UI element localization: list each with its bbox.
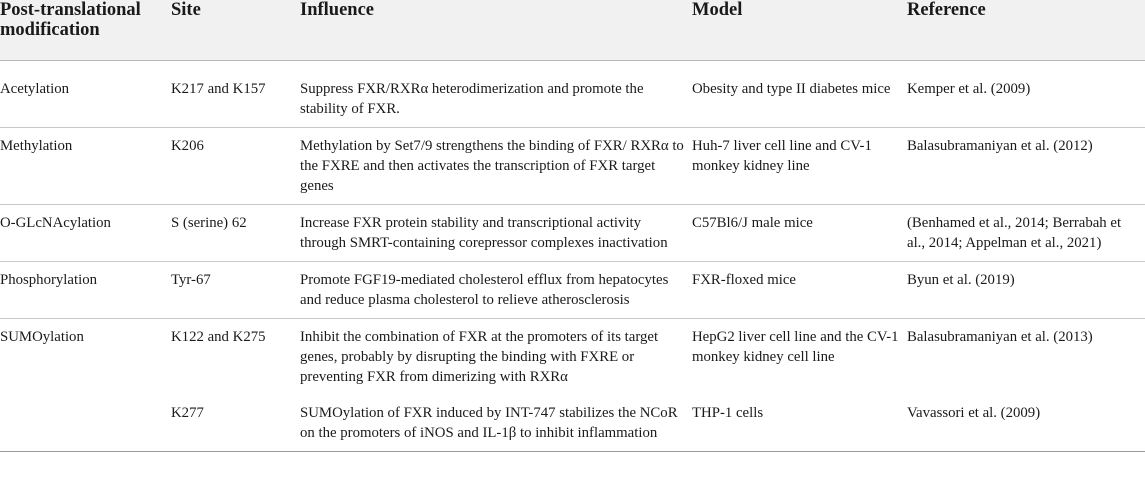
header-site: Site <box>169 0 298 61</box>
cell-influence: SUMOylation of FXR induced by INT-747 stabilizes the NCoR on the promoters of iNOS and IL-1β to inhibit inflammation <box>298 395 690 452</box>
cell-model: C57Bl6/J male mice <box>690 205 905 262</box>
cell-site: K217 and K157 <box>171 81 266 97</box>
cell-reference: Kemper et al. (2009) <box>907 81 1031 97</box>
cell-influence: Inhibit the combination of FXR at the promoters of its target genes, probably by disrupting the binding with FXRE or preventing FXR from dimerizing with RXRα <box>298 319 690 396</box>
cell-influence: Promote FGF19-mediated cholesterol efflux from hepatocytes and reduce plasma cholesterol to relieve atherosclerosis <box>298 262 690 319</box>
cell-reference: Balasubramaniyan et al. (2012) <box>905 128 1145 205</box>
header-influence: Influence <box>298 0 690 61</box>
table-row <box>0 262 1145 319</box>
table-row <box>0 61 1145 128</box>
cell-site: S (serine) 62 <box>169 205 298 262</box>
cell-site: K206 <box>169 128 298 205</box>
table-row <box>0 205 1145 262</box>
cell-influence: Increase FXR protein stability and transcriptional activity through SMRT-containing corepressor complexes inactivation <box>298 205 690 262</box>
table-header <box>0 0 1145 61</box>
cell-model: FXR-floxed mice <box>690 262 905 319</box>
table-row <box>0 128 1145 205</box>
cell-modification: SUMOylation <box>0 319 169 396</box>
header-reference: Reference <box>905 0 1145 61</box>
cell-reference: Byun et al. (2019) <box>905 262 1145 319</box>
cell-modification: Methylation <box>0 128 169 205</box>
cell-model: Obesity and type II diabetes mice <box>692 81 891 97</box>
table-body <box>0 61 1145 452</box>
cell-reference: (Benhamed et al., 2014; Berrabah et al., 2014; Appelman et al., 2021) <box>905 205 1145 262</box>
cell-reference: Balasubramaniyan et al. (2013) <box>905 319 1145 396</box>
cell-site: K277 <box>169 395 298 452</box>
header-modification: Post-translational modification <box>0 0 169 61</box>
cell-reference: Vavassori et al. (2009) <box>905 395 1145 452</box>
cell-modification: Acetylation <box>0 81 70 97</box>
cell-modification: Phosphorylation <box>0 262 169 319</box>
cell-model: THP-1 cells <box>690 395 905 452</box>
cell-model: HepG2 liver cell line and the CV-1 monkey kidney cell line <box>690 319 905 396</box>
table-row <box>0 319 1145 396</box>
table-row <box>0 395 1145 452</box>
cell-modification: O-GLcNAcylation <box>0 205 169 262</box>
cell-site: K122 and K275 <box>169 319 298 396</box>
header-model: Model <box>690 0 905 61</box>
cell-site: Tyr-67 <box>169 262 298 319</box>
cell-influence: Suppress FXR/RXRα heterodimerization and promote the stability of FXR. <box>300 81 644 117</box>
cell-influence: Methylation by Set7/9 strengthens the binding of FXR/ RXRα to the FXRE and then activates the transcription of FXR target genes <box>298 128 690 205</box>
cell-modification <box>0 395 169 452</box>
header-row <box>0 0 1145 61</box>
cell-model: Huh-7 liver cell line and CV-1 monkey kidney line <box>690 128 905 205</box>
